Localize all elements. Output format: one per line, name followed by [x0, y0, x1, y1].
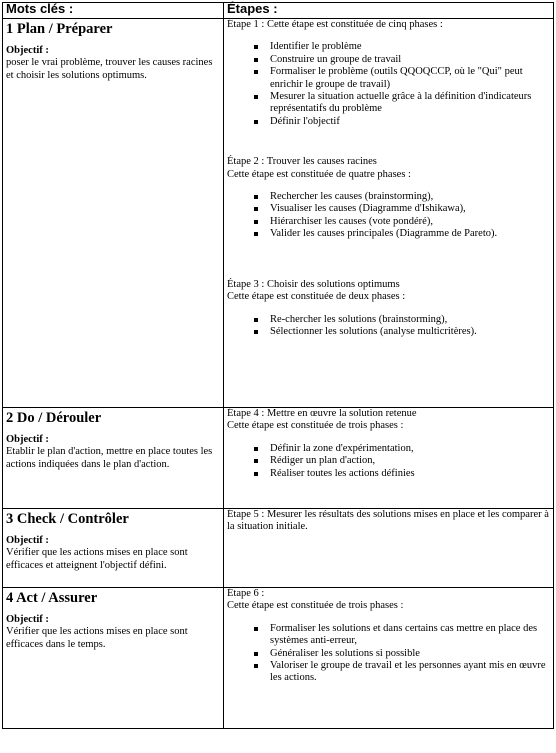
objective-label: Objectif : [6, 45, 49, 56]
keyword-cell-act [3, 588, 224, 729]
step-block [227, 279, 550, 339]
steps-cell-do [224, 408, 554, 509]
list-item: Mesurer la situation actuelle grâce à la définition d'indicateurs représentatifs du problème [270, 91, 550, 116]
list-item: Formaliser le problème (outils QQOQCCP, où le "Qui" peut enrichir le groupe de travail) [270, 66, 550, 91]
list-item: Re-chercher les solutions (brainstorming), [270, 314, 550, 326]
step-title: Étape 2 : Trouver les causes racines [227, 156, 377, 168]
list-item: Rédiger un plan d'action, [270, 455, 550, 467]
objective-label: Objectif : [6, 535, 49, 546]
header-row [3, 3, 554, 19]
list-item: Formaliser les solutions et dans certains cas mettre en place des systèmes anti-erreur, [270, 623, 550, 648]
objective-label: Objectif : [6, 614, 49, 625]
list-item: Hiérarchiser les causes (vote pondéré), [270, 216, 550, 228]
step-intro: Cette étape est constituée de deux phases : [227, 291, 406, 303]
objective-text: Etablir le plan d'action, mettre en place toutes les actions indiquées dans le plan d'action. [6, 446, 213, 470]
step-title: Étape 5 : Mesurer les résultats des solutions mises en place et les comparer à la situation initiale. [227, 509, 549, 533]
objective-text: Vérifier que les actions mises en place sont efficaces et atteignent l'objectif défini. [6, 547, 188, 571]
list-item: Valider les causes principales (Diagramme de Pareto). [270, 228, 550, 240]
step-intro: Cette étape est constituée de quatre phases : [227, 168, 411, 180]
table-row-do [3, 408, 554, 509]
step-title: Étape 3 : Choisir des solutions optimums [227, 278, 400, 290]
objective-text: poser le vrai problème, trouver les causes racines et choisir les solutions optimums. [6, 57, 213, 81]
step-block [227, 156, 550, 240]
list-item: Généraliser les solutions si possible [270, 648, 550, 660]
step-block [227, 19, 550, 128]
keyword-cell-do [3, 408, 224, 509]
keyword-cell-plan [3, 19, 224, 408]
steps-cell-act [224, 588, 554, 729]
step-title: Étape 4 : Mettre en œuvre la solution retenue [227, 408, 417, 419]
step-intro: Cette étape est constituée de trois phases : [227, 600, 404, 612]
phase-title: 3 Check / Contrôler [6, 511, 129, 527]
table-row-check [3, 509, 554, 588]
list-item: Rechercher les causes (brainstorming), [270, 191, 550, 203]
step-title: Étape 1 : Cette étape est constituée de cinq phases : [227, 19, 443, 30]
steps-cell-check [224, 509, 554, 588]
phase-title: 4 Act / Assurer [6, 590, 98, 606]
objective-text: Vérifier que les actions mises en place sont efficaces dans le temps. [6, 626, 188, 650]
phase-list [227, 443, 550, 480]
list-item: Identifier le problème [270, 41, 550, 53]
phase-title: 1 Plan / Préparer [6, 21, 113, 37]
list-item: Sélectionner les solutions (analyse multicritères). [270, 326, 550, 338]
step-title: Étape 6 : [227, 588, 265, 599]
step-intro: Cette étape est constituée de trois phases : [227, 420, 404, 432]
keyword-cell-check [3, 509, 224, 588]
steps-cell-plan [224, 19, 554, 408]
header-steps: Étapes : [224, 3, 554, 19]
phase-list [227, 41, 550, 128]
list-item: Définir la zone d'expérimentation, [270, 443, 550, 455]
list-item: Définir l'objectif [270, 116, 550, 128]
phase-list [227, 623, 550, 685]
list-item: Valoriser le groupe de travail et les personnes ayant mis en œuvre les actions. [270, 660, 550, 685]
table-row-plan [3, 19, 554, 408]
list-item: Réaliser toutes les actions définies [270, 468, 550, 480]
phase-list [227, 314, 550, 339]
list-item: Visualiser les causes (Diagramme d'Ishikawa), [270, 203, 550, 215]
phase-list [227, 191, 550, 241]
phase-title: 2 Do / Dérouler [6, 410, 102, 426]
header-keywords: Mots clés : [3, 3, 224, 19]
list-item: Construire un groupe de travail [270, 54, 550, 66]
table-row-act [3, 588, 554, 729]
objective-label: Objectif : [6, 434, 49, 445]
pdca-table [2, 2, 554, 729]
